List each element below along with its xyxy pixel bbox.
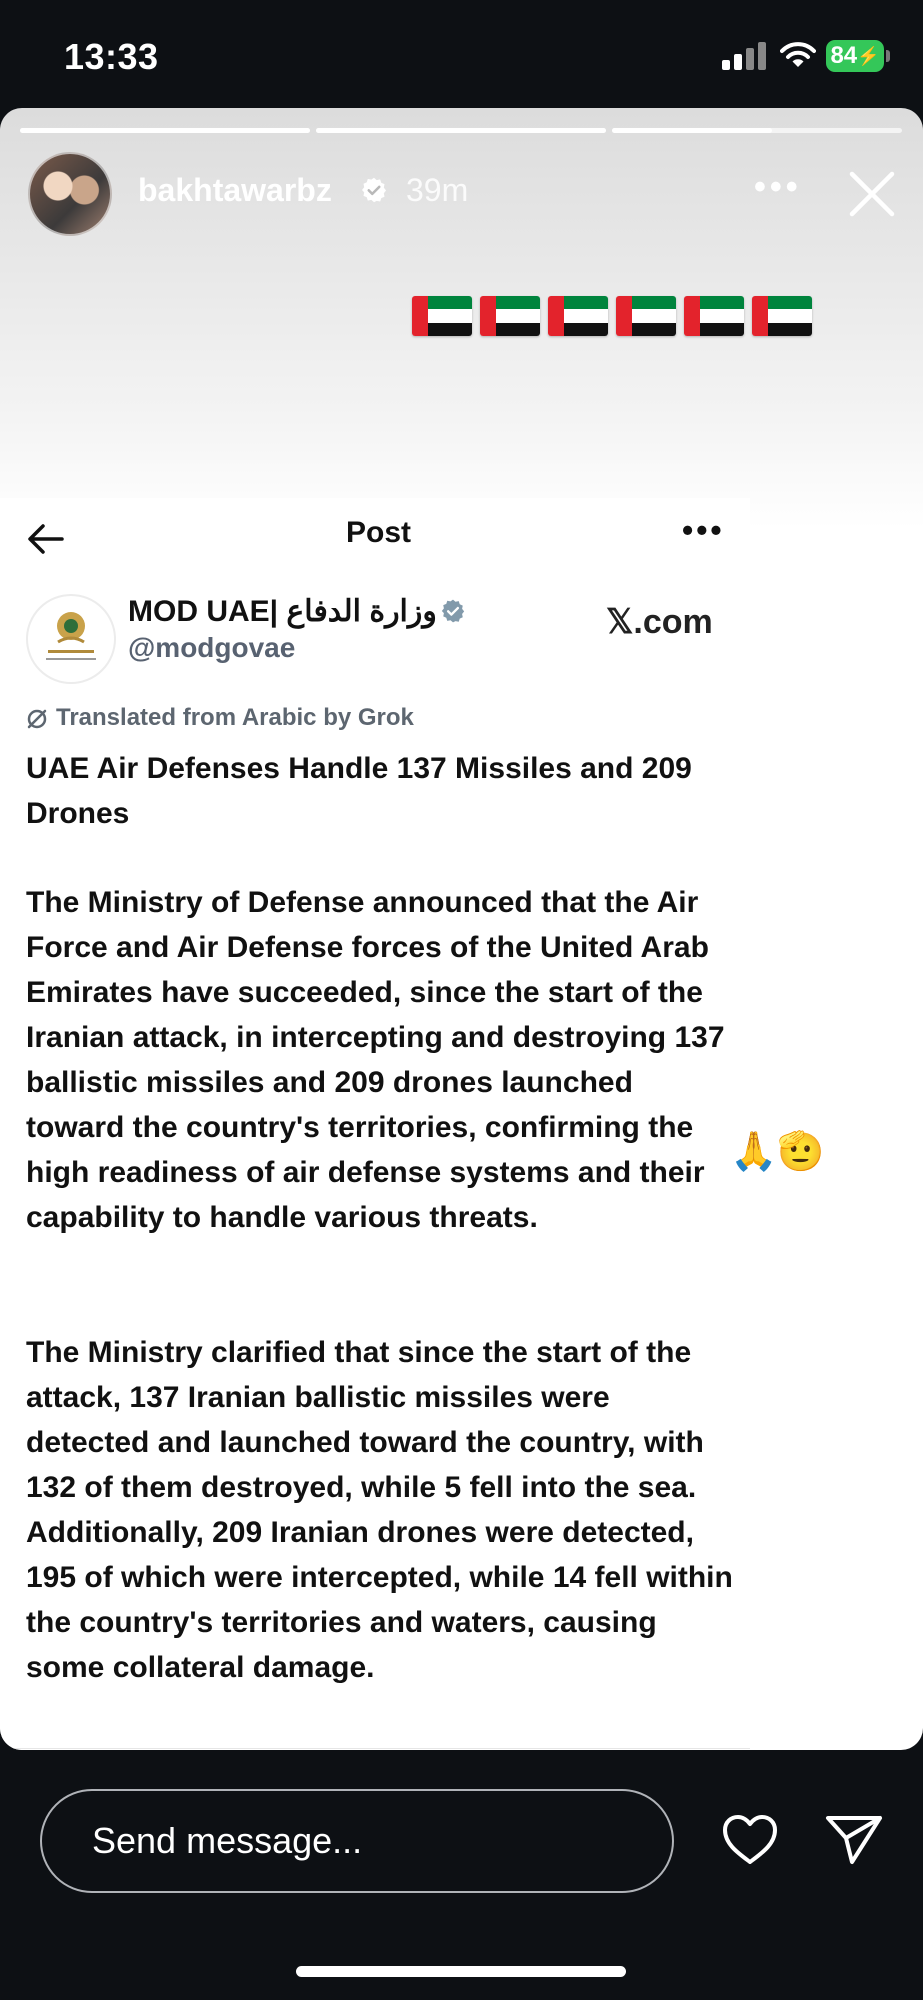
send-icon[interactable]: [824, 1812, 884, 1868]
post-headline: UAE Air Defenses Handle 137 Missiles and 209 Drones: [26, 752, 692, 830]
story-card[interactable]: [0, 108, 923, 1750]
story-progress-segment: [20, 128, 310, 133]
verified-badge-icon: [440, 598, 466, 624]
story-username[interactable]: bakhtawarbz: [138, 172, 332, 208]
source-label: 𝕏.com: [606, 603, 713, 641]
more-options-icon[interactable]: •••: [754, 168, 802, 206]
uae-flag-icon: [412, 296, 472, 336]
embedded-post: [0, 498, 750, 1750]
uae-flag-icon: [752, 296, 812, 336]
battery-tip: [886, 50, 890, 62]
uae-flag-icon: [548, 296, 608, 336]
story-progress-fill: [316, 128, 606, 133]
battery-level: 84: [830, 42, 858, 69]
story-progress-segment: [612, 128, 902, 133]
send-message-input[interactable]: [40, 1789, 674, 1893]
post-paragraph: The Ministry clarified that since the start of the attack, 137 Iranian ballistic missiles were detected and launched toward the country, with 132 of them destroyed, while 5 fell into the sea. Additionally, 209 Iranian drones were detected, 195 of which were intercepted, while 14 fell within the country's territories and waters, causing some collateral damage.: [26, 1336, 733, 1684]
avatar[interactable]: [28, 152, 112, 236]
post-header-title: Post: [346, 516, 412, 549]
ministry-of-defence-logo: [26, 594, 116, 684]
wifi-icon: [780, 40, 816, 70]
home-indicator: [296, 1966, 626, 1977]
uae-flag-icon: [684, 296, 744, 336]
story-emoji-sticker: 🙏🫡: [730, 1131, 825, 1173]
grok-icon: [26, 708, 48, 730]
status-time: 13:33: [64, 36, 159, 77]
account-name: MOD UAE| وزارة الدفاع: [128, 595, 437, 628]
cellular-signal-icon: [722, 42, 766, 70]
story-progress-fill: [612, 128, 772, 133]
battery-icon: 84 ⚡: [826, 40, 884, 72]
heart-icon[interactable]: [720, 1812, 780, 1868]
divider: [12, 1748, 750, 1749]
verified-badge-icon: [360, 176, 388, 204]
uae-flag-icon: [616, 296, 676, 336]
post-more-icon: •••: [682, 512, 725, 548]
translation-note: Translated from Arabic by Grok: [56, 704, 414, 731]
story-progress-fill: [20, 128, 310, 133]
story-progress-segment: [316, 128, 606, 133]
post-paragraph: The Ministry of Defense announced that the Air Force and Air Defense forces of the United Arab Emirates have succeeded, since the start of the Iranian attack, in intercepting and destroying 137 ballistic missiles and 209 drones launched toward the country's territories, confirming the high readiness of air defense systems and their capability to handle various threats.: [26, 886, 725, 1234]
story-time: 39m: [406, 172, 469, 208]
uae-flags-emoji: [412, 296, 812, 336]
account-handle: @modgovae: [128, 632, 296, 663]
uae-flag-icon: [480, 296, 540, 336]
back-arrow-icon: [26, 522, 66, 556]
message-placeholder: Send message...: [92, 1820, 363, 1861]
close-icon[interactable]: [846, 168, 898, 220]
